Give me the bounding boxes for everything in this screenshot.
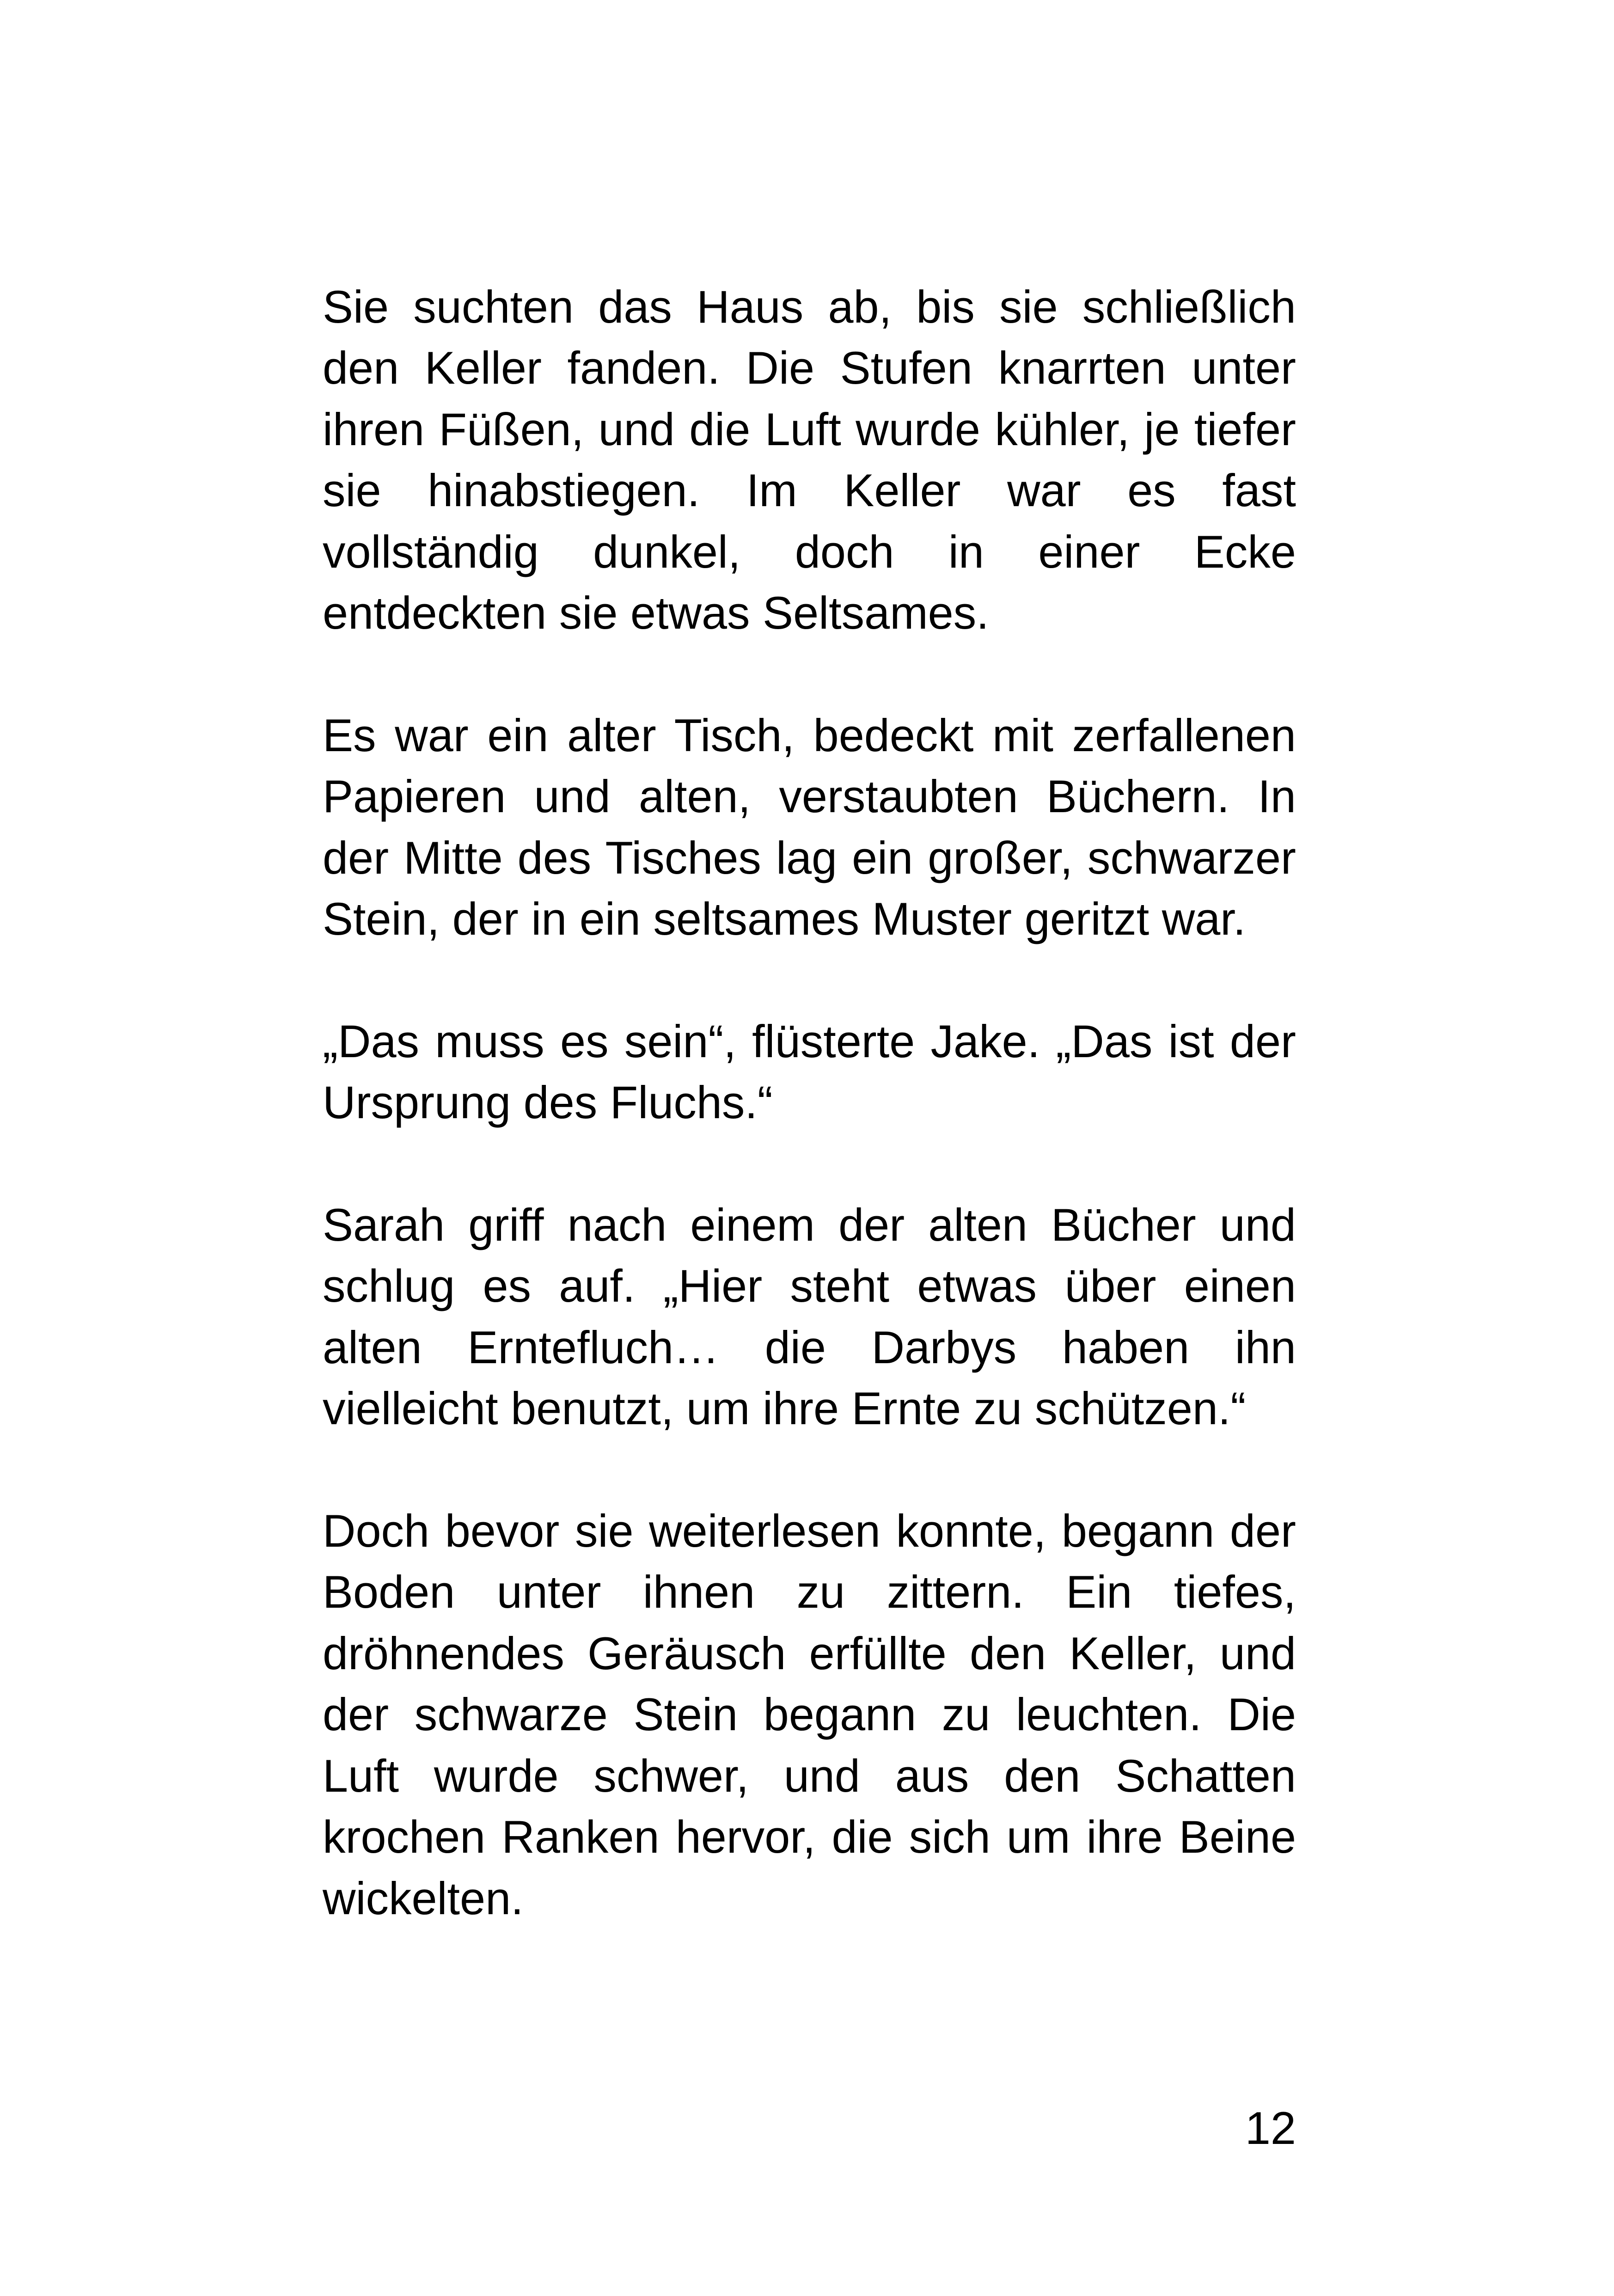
text-line: Boden unter ihnen zu zittern. Ein tiefes, — [323, 1566, 1296, 1618]
text-line: schlug es auf. „Hier steht etwas über einen — [323, 1260, 1296, 1312]
text-line: vielleicht benutzt, um ihre Ernte zu schützen.“ — [323, 1383, 1246, 1434]
text-line: „Das muss es sein“, flüsterte Jake. „Das ist der — [323, 1015, 1296, 1067]
text-line: der Mitte des Tisches lag ein großer, schwarzer — [323, 832, 1296, 883]
text-line: alten Erntefluch… die Darbys haben ihn — [323, 1321, 1296, 1373]
text-line: Ursprung des Fluchs.“ — [323, 1077, 773, 1128]
text-line: den Keller fanden. Die Stufen knarrten unter — [323, 342, 1296, 394]
page-number: 12 — [1245, 2102, 1296, 2154]
text-line: entdeckten sie etwas Seltsames. — [323, 587, 989, 639]
paragraph — [323, 1194, 1296, 1439]
paragraph — [323, 1500, 1296, 1929]
text-line: krochen Ranken hervor, die sich um ihre Beine — [323, 1811, 1296, 1863]
text-line: sie hinabstiegen. Im Keller war es fast — [323, 465, 1296, 516]
text-line: Sie suchten das Haus ab, bis sie schließlich — [323, 281, 1296, 332]
text-line: Stein, der in ein seltsames Muster geritzt war. — [323, 893, 1246, 945]
paragraph — [323, 705, 1296, 950]
text-line: vollständig dunkel, doch in einer Ecke — [323, 526, 1296, 577]
text-line: wickelten. — [323, 1872, 524, 1924]
text-line: der schwarze Stein begann zu leuchten. Die — [323, 1689, 1296, 1740]
body-text — [323, 276, 1296, 1929]
text-line: dröhnendes Geräusch erfüllte den Keller, und — [323, 1627, 1296, 1679]
paragraph — [323, 1011, 1296, 1133]
text-line: Luft wurde schwer, und aus den Schatten — [323, 1750, 1296, 1801]
text-line: Es war ein alter Tisch, bedeckt mit zerfallenen — [323, 709, 1296, 761]
text-line: Papieren und alten, verstaubten Büchern. In — [323, 771, 1296, 822]
text-line: Sarah griff nach einem der alten Bücher und — [323, 1199, 1296, 1251]
text-line: Doch bevor sie weiterlesen konnte, begann der — [323, 1505, 1296, 1557]
text-line: ihren Füßen, und die Luft wurde kühler, je tiefer — [323, 403, 1296, 455]
paragraph — [323, 276, 1296, 643]
